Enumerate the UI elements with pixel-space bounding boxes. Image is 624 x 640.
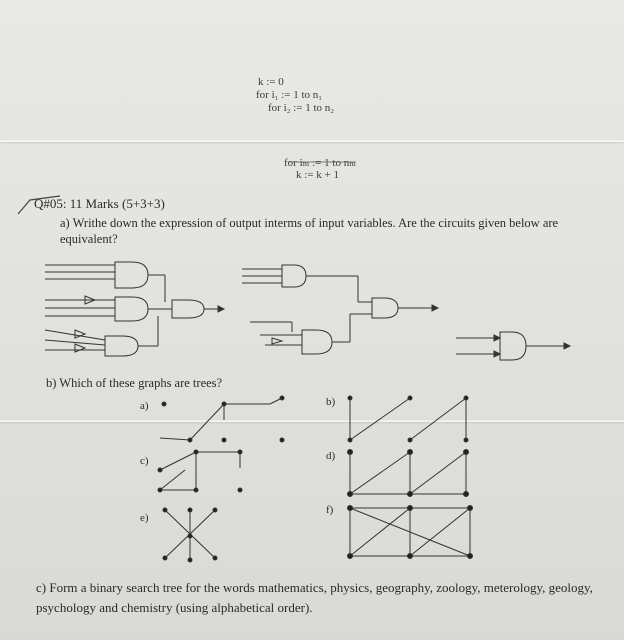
margin-tick [18, 196, 60, 214]
question-part-c: c) Form a binary search tree for the words mathematics, physics, geography, zoology, meterology, geology, psychology and chemistry (using alphabetical order). [36, 580, 593, 615]
code-line-5: k := k + 1 [296, 169, 339, 181]
code-line-2: for i₁ := 1 to n₁ [256, 89, 323, 101]
circuit-2 [242, 265, 438, 354]
circuit-3 [456, 332, 570, 360]
code-line-1: k := 0 [258, 76, 284, 88]
graph-label-a: a) [140, 400, 149, 412]
graph-e [163, 508, 217, 562]
graph-f [348, 506, 473, 559]
graph-d [348, 450, 469, 497]
question-part-a: a) Writhe down the expression of output interms of input variables. Are the circuits given below are equivalent? [60, 216, 559, 246]
graph-label-f: f) [326, 504, 334, 516]
graph-label-d: d) [326, 450, 336, 462]
question-part-b: b) Which of these graphs are trees? [46, 376, 223, 390]
circuit-1 [45, 262, 224, 356]
code-line-3: for i₂ := 1 to n₂ [268, 102, 335, 114]
question-heading: Q#05: 11 Marks (5+3+3) [34, 196, 165, 211]
graph-a [160, 396, 284, 442]
code-line-4: for iₘ := 1 to nₘ [284, 157, 356, 169]
graph-label-c: c) [140, 455, 149, 467]
graph-c [158, 450, 242, 492]
graph-label-b: b) [326, 396, 336, 408]
graph-b [348, 396, 468, 442]
graph-label-e: e) [140, 512, 149, 524]
